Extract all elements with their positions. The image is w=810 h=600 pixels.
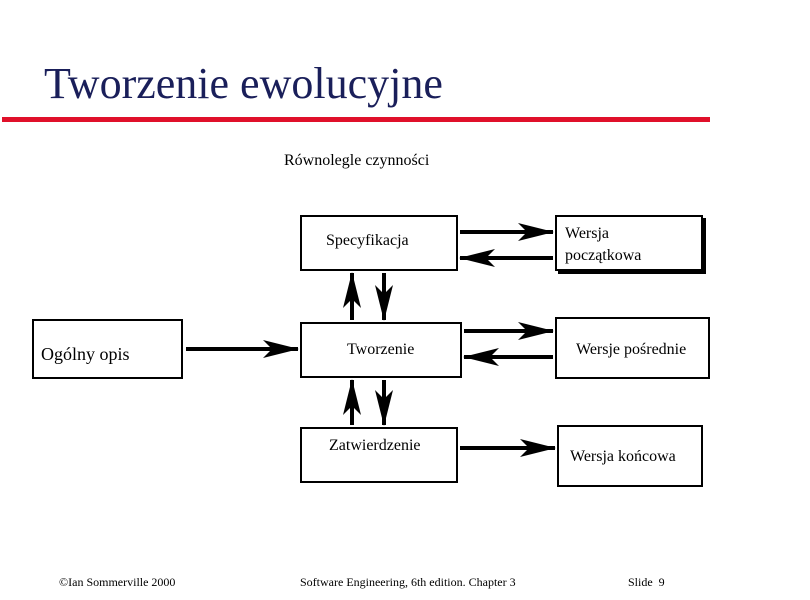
- initial-version-label-line1: Wersja: [565, 225, 610, 242]
- validation-label: Zatwierdzenie: [329, 437, 421, 454]
- footer-book: Software Engineering, 6th edition. Chapter 3: [300, 575, 516, 589]
- specification-label: Specyfikacja: [326, 232, 409, 249]
- diagram-caption: Równolegle czynności: [284, 152, 430, 169]
- initial-version-label-line2: początkowa: [565, 247, 642, 264]
- intermediate-versions-label: Wersje pośrednie: [576, 341, 687, 358]
- footer-copyright: ©Ian Sommerville 2000: [59, 575, 176, 589]
- slide-title: Tworzenie ewolucyjne: [44, 59, 443, 108]
- outline-label: Ogólny opis: [41, 344, 130, 364]
- development-label: Tworzenie: [347, 341, 415, 358]
- final-version-label: Wersja końcowa: [570, 448, 676, 465]
- footer-slide-number: Slide 9: [628, 575, 665, 589]
